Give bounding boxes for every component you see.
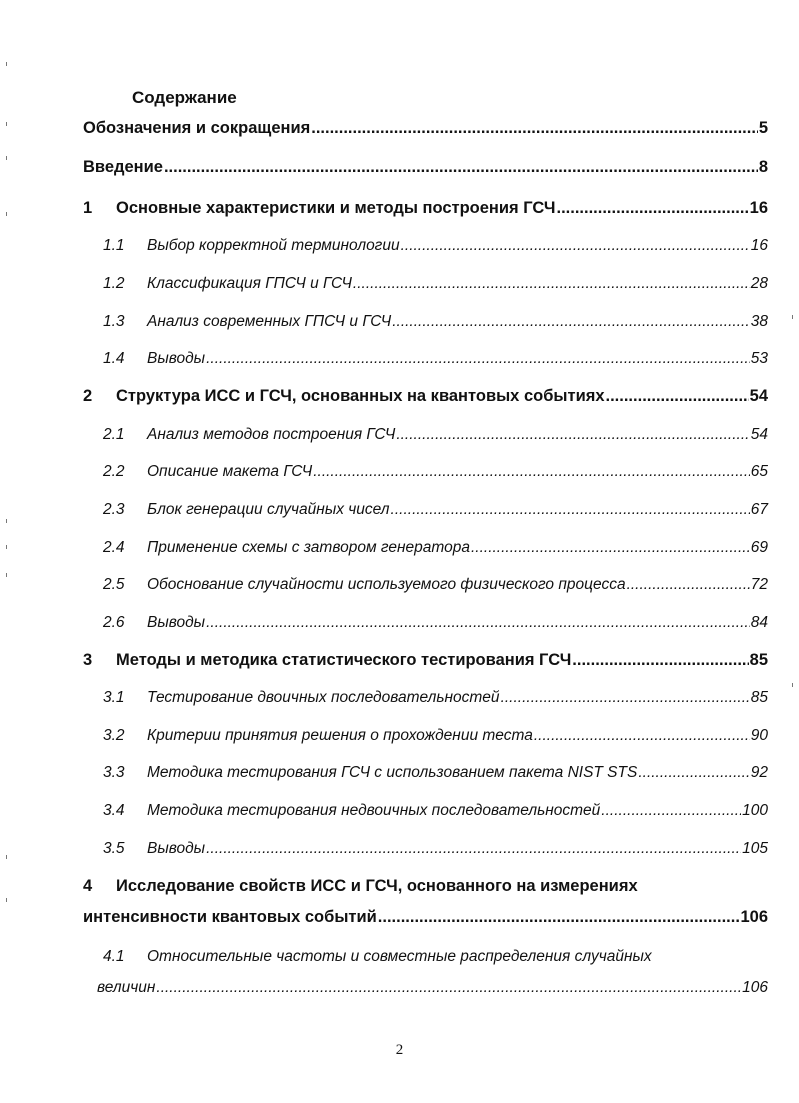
toc-leader-dots	[627, 576, 750, 594]
toc-leader-dots	[606, 387, 749, 406]
toc-entry-number: 3.1	[103, 689, 125, 706]
toc-leader-dots	[401, 237, 750, 255]
toc-entry	[103, 576, 768, 594]
toc-entry-number: 3.4	[103, 802, 125, 819]
toc-entry	[103, 539, 768, 557]
toc-entry-title: Выводы	[147, 614, 206, 631]
toc-leader-dots	[156, 979, 741, 997]
toc-leader-dots	[501, 689, 750, 707]
scan-speck	[6, 212, 7, 216]
scan-speck	[6, 898, 7, 902]
toc-entry	[103, 727, 768, 745]
toc-entry-page: 16	[749, 199, 768, 217]
toc-entry	[103, 313, 768, 331]
toc-entry-number: 1.2	[103, 275, 125, 292]
toc-entry	[83, 651, 768, 670]
toc-entry	[103, 350, 768, 368]
toc-entry-number: 1	[83, 199, 93, 217]
toc-entry-number: 3.3	[103, 764, 125, 781]
toc-entry-number: 1.3	[103, 313, 125, 330]
scan-speck	[6, 62, 7, 66]
toc-leader-dots	[396, 426, 749, 444]
scan-speck	[6, 519, 7, 523]
toc-entry	[103, 802, 768, 820]
toc-entry-title: Блок генерации случайных чисел	[147, 501, 390, 518]
toc-leader-dots	[391, 501, 750, 519]
toc-entry-title: Выводы	[147, 350, 206, 367]
toc-entry	[103, 237, 768, 255]
toc-leader-dots	[392, 313, 750, 331]
toc-entry-page: 8	[758, 158, 768, 176]
toc-entry	[103, 614, 768, 632]
toc-entry-page: 16	[750, 237, 768, 254]
toc-entry-page: 85	[749, 651, 768, 669]
toc-entry-number: 2.5	[103, 576, 125, 593]
toc-entry-page: 72	[750, 576, 768, 593]
toc-entry-title: Критерии принятия решения о прохождении теста	[147, 727, 533, 744]
toc-entry-page: 92	[750, 764, 768, 781]
toc-entry-number: 2.3	[103, 501, 125, 518]
toc-entry-number: 2.1	[103, 426, 125, 443]
toc-entry	[83, 199, 768, 218]
toc-entry-number: 4.1	[103, 948, 125, 965]
toc-entry-title-cont: величин	[97, 979, 156, 996]
toc-leader-dots	[206, 840, 741, 858]
toc-entry-title: Введение	[83, 158, 163, 176]
toc-entry	[103, 275, 768, 293]
toc-entry-title: Исследование свойств ИСС и ГСЧ, основанного на измерениях	[116, 877, 638, 895]
toc-entry-page: 54	[750, 426, 768, 443]
toc-entry-page: 65	[750, 463, 768, 480]
scan-speck	[6, 855, 7, 859]
toc-leader-dots	[206, 350, 750, 368]
toc-entry-number: 3.5	[103, 840, 125, 857]
toc-entry	[103, 501, 768, 519]
scan-speck	[792, 683, 793, 687]
scan-speck	[6, 156, 7, 160]
toc-entry-title: Классификация ГПСЧ и ГСЧ	[147, 275, 352, 292]
toc-leader-dots	[164, 158, 758, 177]
toc-entry-page: 67	[750, 501, 768, 518]
toc-entry-title-cont: интенсивности квантовых событий	[83, 908, 377, 926]
toc-entry	[103, 948, 768, 966]
toc-entry-title: Анализ современных ГПСЧ и ГСЧ	[147, 313, 392, 330]
toc-entry-number: 2	[83, 387, 93, 405]
toc-leader-dots	[311, 119, 758, 138]
toc-entry-title: Анализ методов построения ГСЧ	[147, 426, 396, 443]
scan-speck	[6, 122, 7, 126]
toc-leader-dots	[638, 764, 749, 782]
toc-entry-page: 5	[758, 119, 768, 137]
toc-entry-title: Выбор корректной терминологии	[147, 237, 400, 254]
toc-entry-number: 2.6	[103, 614, 125, 631]
scan-speck	[792, 315, 793, 319]
toc-entry-continuation	[83, 908, 768, 927]
toc-entry-page: 100	[742, 802, 768, 819]
toc-entry-page: 85	[750, 689, 768, 706]
toc-entry-number: 2.4	[103, 539, 125, 556]
toc-leader-dots	[572, 651, 748, 670]
toc-entry	[103, 426, 768, 444]
toc-entry	[83, 158, 768, 177]
toc-entry	[103, 764, 768, 782]
scan-speck	[6, 545, 7, 549]
toc-entry-number: 1.1	[103, 237, 125, 254]
toc-leader-dots	[471, 539, 750, 557]
toc-entry-page: 84	[750, 614, 768, 631]
toc-entry-number: 4	[83, 877, 93, 895]
toc-entry-page: 53	[750, 350, 768, 367]
toc-entry-title: Методика тестирования ГСЧ с использованием пакета NIST STS	[147, 764, 638, 781]
toc-entry-title: Применение схемы с затвором генератора	[147, 539, 470, 556]
toc-entry-title: Тестирование двоичных последовательностей	[147, 689, 500, 706]
toc-entry-title: Выводы	[147, 840, 206, 857]
toc-entry-number: 2.2	[103, 463, 125, 480]
toc-entry-title: Описание макета ГСЧ	[147, 463, 313, 480]
toc-entry	[83, 387, 768, 406]
toc-entry-page: 69	[750, 539, 768, 556]
toc-entry	[103, 463, 768, 481]
toc-entry	[103, 840, 768, 858]
toc-entry	[83, 119, 768, 138]
scan-speck	[6, 573, 7, 577]
toc-entry	[103, 689, 768, 707]
toc-entry-page: 54	[749, 387, 768, 405]
toc-entry-page: 106	[742, 979, 768, 996]
toc-entry	[83, 877, 768, 896]
toc-entry-page: 28	[750, 275, 768, 292]
toc-leader-dots	[534, 727, 750, 745]
toc-entry-number: 3.2	[103, 727, 125, 744]
toc-leader-dots	[206, 614, 750, 632]
toc-entry-title: Относительные частоты и совместные распределения случайных	[147, 948, 652, 965]
toc-entry-page: 105	[742, 840, 768, 857]
toc-entry-page: 38	[750, 313, 768, 330]
toc-leader-dots	[557, 199, 749, 218]
toc-entry-number: 3	[83, 651, 93, 669]
toc-entry-number: 1.4	[103, 350, 125, 367]
toc-entry-title: Структура ИСС и ГСЧ, основанных на квантовых событиях	[116, 387, 605, 405]
page-number: 2	[395, 1042, 404, 1058]
toc-leader-dots	[601, 802, 741, 820]
toc-entry-title: Методика тестирования недвоичных последовательностей	[147, 802, 601, 819]
toc-entry-title: Методы и методика статистического тестирования ГСЧ	[116, 651, 572, 669]
toc-leader-dots	[378, 908, 740, 927]
toc-leader-dots	[313, 463, 750, 481]
toc-entry-title: Обозначения и сокращения	[83, 119, 311, 137]
toc-entry-continuation	[97, 979, 768, 997]
toc-entry-title: Основные характеристики и методы построения ГСЧ	[116, 199, 556, 217]
toc-entry-page: 90	[750, 727, 768, 744]
toc-entry-page: 106	[740, 908, 768, 926]
toc-entry-title: Обоснование случайности используемого физического процесса	[147, 576, 626, 593]
page-title: Содержание	[132, 88, 237, 107]
toc-leader-dots	[353, 275, 750, 293]
